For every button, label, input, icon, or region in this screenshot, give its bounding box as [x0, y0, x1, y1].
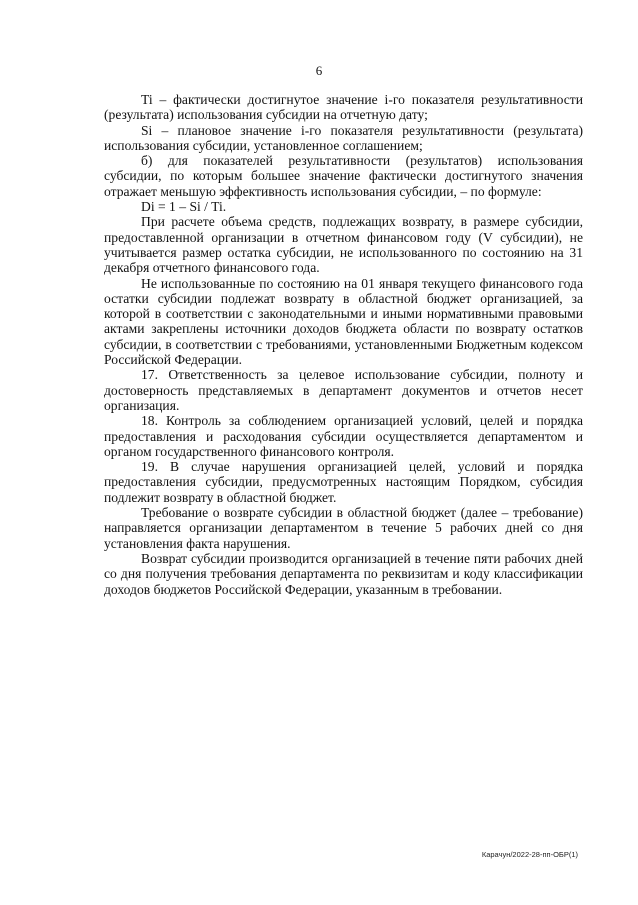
- paragraph-17-responsibility: 17. Ответственность за целевое использование субсидии, полноту и достоверность представляемых в департамент документов и отчетов несет организация.: [104, 367, 583, 413]
- paragraph-unused-balances: Не использованные по состоянию на 01 января текущего финансового года остатки субсидии подлежат возврату в областной бюджет организацией, за которой в соответствии с законодательными и иными нормативными правовыми актами закреплены источники доходов бюджета области по возврату остатков субсидии, в соответствии с требованиями, установленными Бюджетным кодексом Российской Федерации.: [104, 275, 583, 368]
- paragraph-18-control: 18. Контроль за соблюдением организацией условий, целей и порядка предоставления и расходования субсидии осуществляется департаментом и органом государственного финансового контроля.: [104, 413, 583, 459]
- paragraph-formula: Di = 1 – Si / Ti.: [141, 199, 227, 215]
- paragraph-refund-return: Возврат субсидии производится организацией в течение пяти рабочих дней со дня получения требования департамента по реквизитам и коду классификации доходов бюджетов Российской Федерации, указанным в требовании.: [104, 550, 583, 597]
- paragraph-si-definition: Si – плановое значение i-го показателя результативности (результата) использования субсидии, установленное соглашением;: [104, 122, 583, 153]
- document-body: [104, 92, 583, 597]
- paragraph-refund-request: Требование о возврате субсидии в областной бюджет (далее – требование) направляется организации департаментом в течение 5 рабочих дней со дня установления факта нарушения.: [104, 505, 583, 551]
- document-code: Карачун/2022-28-пп-ОБР(1): [481, 850, 578, 859]
- paragraph-volume-calculation: При расчете объема средств, подлежащих возврату, в размере субсидии, предоставленной организации в отчетном финансовом году (V субсидии), не учитывается размер остатка субсидии, не использованного по состоянию на 31 декабря отчетного финансового года.: [104, 214, 583, 276]
- paragraph-formula-b: б) для показателей результативности (результатов) использования субсидии, по которым большее значение фактически достигнутого значения отражает меньшую эффективность использования субсидии, – по формуле:: [104, 153, 583, 199]
- paragraph-ti-definition: Ti – фактически достигнутое значение i-го показателя результативности (результата) использования субсидии на отчетную дату;: [104, 92, 583, 123]
- page-number: 6: [315, 63, 323, 78]
- paragraph-19-violation: 19. В случае нарушения организацией целей, условий и порядка предоставления субсидии, предусмотренных настоящим Порядком, субсидия подлежит возврату в областной бюджет.: [104, 459, 583, 505]
